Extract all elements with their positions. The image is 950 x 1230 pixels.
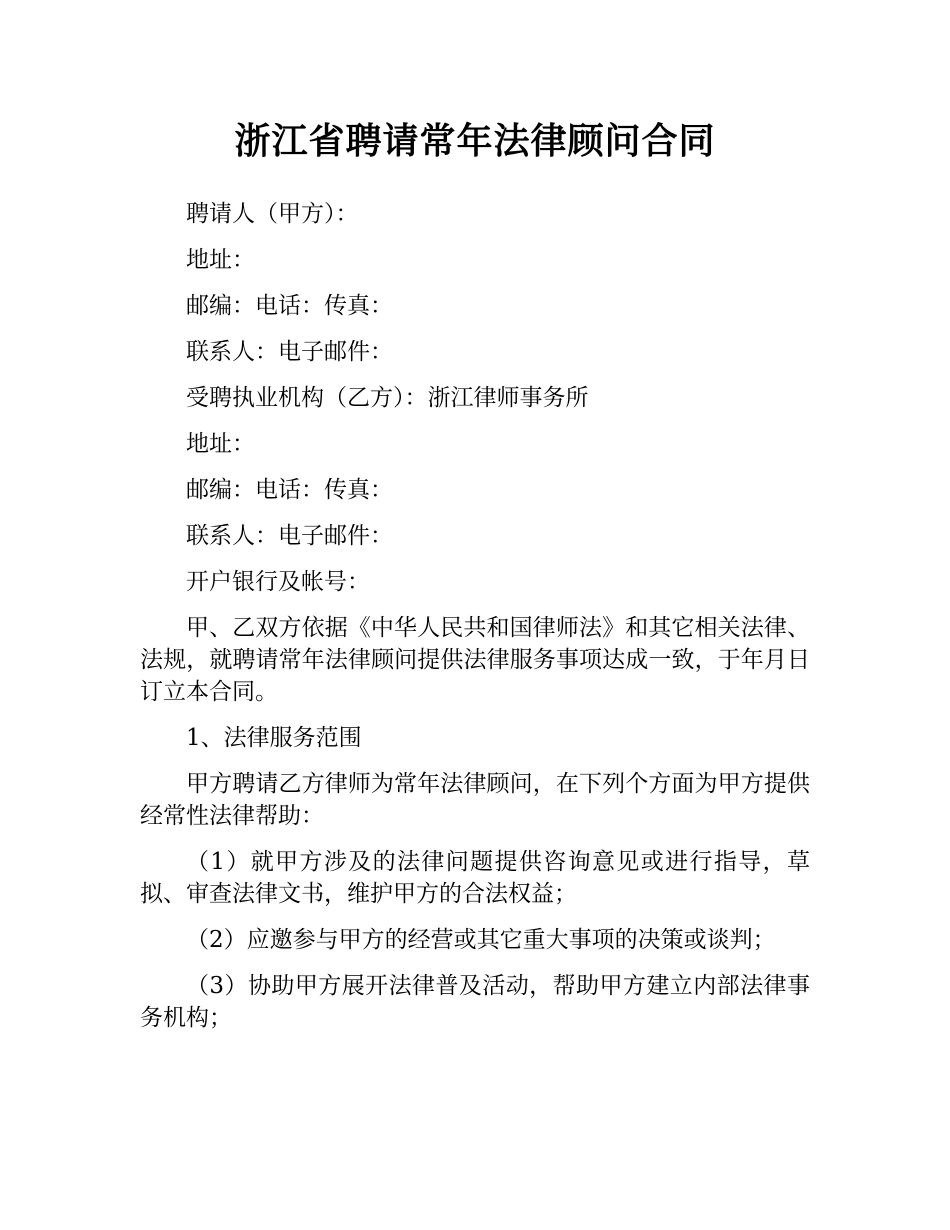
document-title: 浙江省聘请常年法律顾问合同 [234, 121, 716, 162]
section-heading-service-scope: 1、法律服务范围 [186, 725, 362, 751]
party-b-address-line: 地址： [186, 431, 255, 457]
document-body [140, 198, 810, 1048]
party-a-name-line: 聘请人（甲方）： [186, 201, 359, 227]
party-b-name-line: 受聘执业机构（乙方）：浙江律师事务所 [186, 385, 589, 411]
bank-account-line: 开户银行及帐号： [186, 569, 370, 595]
service-item-1: （1）就甲方涉及的法律问题提供咨询意见或进行指导，草拟、审查法律文书，维护甲方的合法权益； [140, 849, 810, 907]
service-item-3: （3）协助甲方展开法律普及活动，帮助甲方建立内部法律事务机构； [140, 973, 810, 1031]
party-a-contact-numbers-line: 邮编：电话：传真： [186, 293, 393, 319]
party-b-contact-person-line: 联系人：电子邮件： [186, 523, 393, 549]
preamble-paragraph: 甲、乙双方依据《中华人民共和国律师法》和其它相关法律、法规，就聘请常年法律顾问提供法律服务事项达成一致，于年月日订立本合同。 [140, 615, 810, 705]
service-item-2: （2）应邀参与甲方的经营或其它重大事项的决策或谈判； [186, 927, 776, 953]
service-scope-intro: 甲方聘请乙方律师为常年法律顾问，在下列个方面为甲方提供经常性法律帮助： [140, 771, 810, 829]
party-a-contact-person-line: 联系人：电子邮件： [186, 339, 393, 365]
party-a-address-line: 地址： [186, 247, 255, 273]
party-b-contact-numbers-line: 邮编：电话：传真： [186, 477, 393, 503]
